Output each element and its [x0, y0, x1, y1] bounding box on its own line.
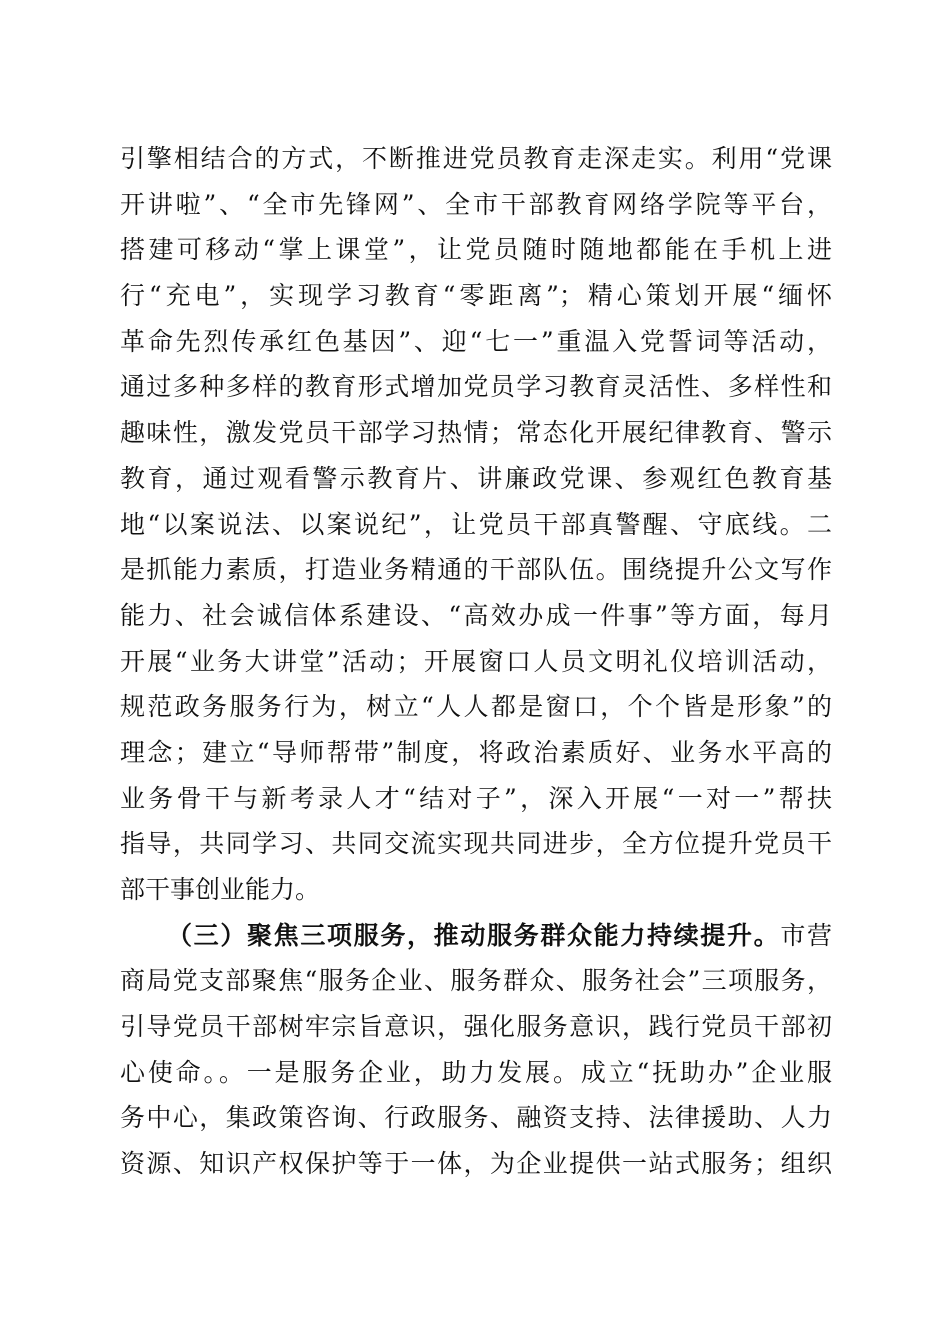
- paragraph-line: 业务骨干与新考录人才“结对子”，深入开展“一对一”帮扶: [120, 783, 832, 813]
- paragraph-line: 商局党支部聚焦“服务企业、服务群众、服务社会”三项服务，: [120, 966, 832, 996]
- paragraph-line: 规范政务服务行为，树立“人人都是窗口，个个皆是形象”的: [120, 692, 832, 722]
- paragraph-line: 搭建可移动“掌上课堂”，让党员随时随地都能在手机上进: [120, 235, 832, 265]
- document-body: [120, 136, 832, 1187]
- paragraph-line: 教育，通过观看警示教育片、讲廉政党课、参观红色教育基: [120, 463, 832, 493]
- section-heading-tail: 市营: [780, 920, 832, 950]
- paragraph-line: 能力、社会诚信体系建设、“高效办成一件事”等方面，每月: [120, 600, 832, 630]
- paragraph-line: 开展“业务大讲堂”活动；开展窗口人员文明礼仪培训活动，: [120, 646, 832, 676]
- paragraph-line: 地“以案说法、以案说纪”，让党员干部真警醒、守底线。二: [120, 509, 832, 539]
- paragraph-line: 部干事创业能力。: [120, 875, 321, 904]
- paragraph-line: 引擎相结合的方式，不断推进党员教育走深走实。利用“党课: [120, 144, 832, 173]
- paragraph-line: 引导党员干部树牢宗旨意识，强化服务意识，践行党员干部初: [120, 1012, 832, 1042]
- paragraph-line: 通过多种多样的教育形式增加党员学习教育灵活性、多样性和: [120, 372, 832, 402]
- paragraph-line: 行“充电”，实现学习教育“零距离”；精心策划开展“缅怀: [120, 281, 832, 311]
- section-heading-line: [120, 913, 832, 959]
- section-heading: （三）聚焦三项服务，推动服务群众能力持续提升。: [167, 920, 781, 950]
- paragraph-line: 资源、知识产权保护等于一体，为企业提供一站式服务；组织: [120, 1149, 832, 1179]
- paragraph-line: 是抓能力素质，打造业务精通的干部队伍。围绕提升公文写作: [120, 555, 832, 585]
- paragraph-line: 开讲啦”、“全市先锋网”、全市干部教育网络学院等平台，: [120, 189, 832, 219]
- paragraph-line: 革命先烈传承红色基因”、迎“七一”重温入党誓词等活动，: [120, 326, 832, 356]
- paragraph-line: 理念；建立“导师帮带”制度，将政治素质好、业务水平高的: [120, 737, 832, 767]
- paragraph-line: 务中心，集政策咨询、行政服务、融资支持、法律援助、人力: [120, 1103, 832, 1133]
- paragraph-line: 心使命。。一是服务企业，助力发展。成立“抚助办”企业服: [120, 1057, 832, 1087]
- paragraph-line: 指导，共同学习、共同交流实现共同进步，全方位提升党员干: [120, 829, 832, 859]
- paragraph-line: 趣味性，激发党员干部学习热情；常态化开展纪律教育、警示: [120, 418, 832, 448]
